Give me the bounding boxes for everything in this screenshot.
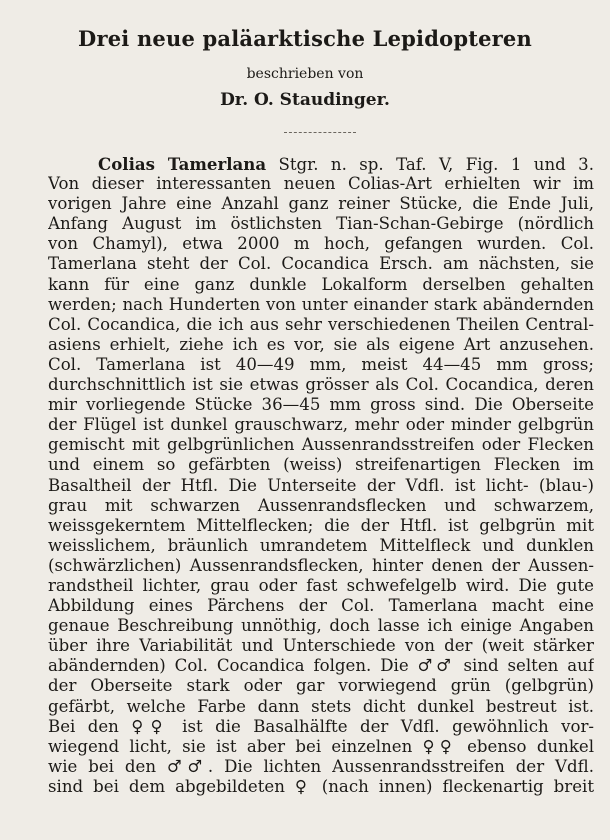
text-line: wiegend licht, sie ist aber bei einzelnen ♀♀ ebenso dunkel bbox=[48, 736, 594, 756]
text-line: grau mit schwarzen Aussenrandsflecken und schwarzem, bbox=[48, 495, 594, 515]
text-line: Basaltheil der Htfl. Die Unterseite der Vdfl. ist licht- (blau-) bbox=[48, 475, 594, 495]
text-line: vorigen Jahre eine Anzahl ganz reiner Stücke, die Ende Juli, bbox=[48, 194, 594, 214]
author-name: Dr. O. Staudinger. bbox=[220, 90, 390, 110]
paper-title: Drei neue paläarktische Lepidopteren bbox=[78, 26, 532, 51]
text-line: werden; nach Hunderten von unter einander stark abändernden bbox=[48, 294, 594, 314]
text-line: abändernden) Col. Cocandica folgen. Die ♂♂ sind selten auf bbox=[48, 656, 594, 676]
text-line: gemischt mit gelbgrünlichen Aussenrandsstreifen oder Flecken bbox=[48, 435, 594, 455]
species-reference: Stgr. n. sp. Taf. V, Fig. 1 und 3. bbox=[278, 155, 594, 174]
text-line: wie bei den ♂♂. Die lichten Aussenrandsstreifen der Vdfl. bbox=[48, 756, 594, 776]
text-line: genaue Beschreibung unnöthig, doch lasse ich einige Angaben bbox=[48, 616, 594, 636]
text-line: Von dieser interessanten neuen Colias-Art erhielten wir im bbox=[48, 174, 594, 194]
text-line: sind bei dem abgebildeten ♀ (nach innen) fleckenartig breit bbox=[48, 776, 594, 796]
text-line: von Chamyl), etwa 2000 m hoch, gefangen wurden. Col. bbox=[48, 234, 594, 254]
text-line: der Flügel ist dunkel grauschwarz, mehr oder minder gelbgrün bbox=[48, 415, 594, 435]
text-line: (schwärzlichen) Aussenrandsflecken, hinter denen der Aussen- bbox=[48, 555, 594, 575]
species-name: Colias Tamerlana bbox=[98, 154, 267, 174]
text-line: Tamerlana steht der Col. Cocandica Ersch. am nächsten, sie bbox=[48, 254, 594, 274]
text-line: durchschnittlich ist sie etwas grösser als Col. Cocandica, deren bbox=[48, 375, 594, 395]
text-line: weissgekerntem Mittelflecken; die der Htfl. ist gelbgrün mit bbox=[48, 515, 594, 535]
text-line: über ihre Variabilität und Unterschiede von der (weit stärker bbox=[48, 636, 594, 656]
text-line: Abbildung eines Pärchens der Col. Tamerlana macht eine bbox=[48, 596, 594, 616]
text-line: kann für eine ganz dunkle Lokalform derselben gehalten bbox=[48, 274, 594, 294]
text-line: Col. Tamerlana ist 40—49 mm, meist 44—45 mm gross; bbox=[48, 354, 594, 374]
byline-prefix: beschrieben von bbox=[246, 66, 364, 82]
text-line: der Oberseite stark oder gar vorwiegend grün (gelbgrün) bbox=[48, 676, 594, 696]
text-line: weisslichem, bräunlich umrandetem Mittelfleck und dunklen bbox=[48, 535, 594, 555]
text-line: Col. Cocandica, die ich aus sehr verschiedenen Theilen Central- bbox=[48, 314, 594, 334]
first-line bbox=[48, 154, 594, 174]
text-line: randstheil lichter, grau oder fast schwefelgelb wird. Die gute bbox=[48, 575, 594, 595]
article-body bbox=[48, 154, 594, 797]
text-line: mir vorliegende Stücke 36—45 mm gross sind. Die Oberseite bbox=[48, 395, 594, 415]
text-line: Bei den ♀♀ ist die Basalhälfte der Vdfl. gewöhnlich vor- bbox=[48, 716, 594, 736]
text-line: gefärbt, welche Farbe dann stets dicht dunkel bestreut ist. bbox=[48, 696, 594, 716]
text-line: und einem so gefärbten (weiss) streifenartigen Flecken im bbox=[48, 455, 594, 475]
section-divider bbox=[284, 132, 356, 133]
text-line: asiens erhielt, ziehe ich es vor, sie als eigene Art anzusehen. bbox=[48, 334, 594, 354]
text-line: Anfang August im östlichsten Tian-Schan-Gebirge (nördlich bbox=[48, 214, 594, 234]
